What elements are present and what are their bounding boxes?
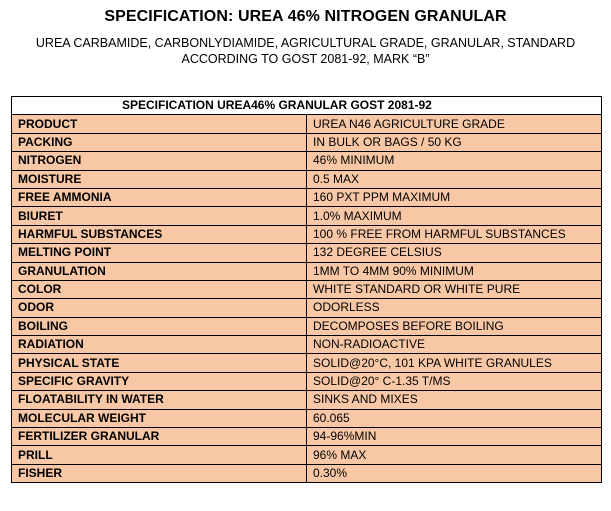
property-value: SOLID@20° C-1.35 T/MS — [307, 372, 602, 390]
table-row — [12, 133, 602, 151]
table-row — [12, 372, 602, 390]
table-row — [12, 336, 602, 354]
property-value: WHITE STANDARD OR WHITE PURE — [307, 280, 602, 298]
property-label: FERTILIZER GRANULAR — [12, 428, 307, 446]
table-row — [12, 354, 602, 372]
property-value: 1MM TO 4MM 90% MINIMUM — [307, 262, 602, 280]
property-label: MOISTURE — [12, 170, 307, 188]
property-label: FREE AMMONIA — [12, 188, 307, 206]
page-title: SPECIFICATION: UREA 46% NITROGEN GRANULAR — [104, 8, 507, 25]
property-value: UREA N46 AGRICULTURE GRADE — [307, 115, 602, 133]
property-label: SPECIFIC GRAVITY — [12, 372, 307, 390]
property-value: 160 PXT PPM MAXIMUM — [307, 188, 602, 206]
table-row — [12, 115, 602, 133]
property-value: 96% MAX — [307, 446, 602, 464]
specification-table — [11, 96, 602, 483]
property-value: 94-96%MIN — [307, 428, 602, 446]
property-value: 46% MINIMUM — [307, 152, 602, 170]
table-row — [12, 391, 602, 409]
property-value: ODORLESS — [307, 299, 602, 317]
property-label: GRANULATION — [12, 262, 307, 280]
subtitle-line-2: ACCORDING TO GOST 2081-92, MARK “B” — [181, 52, 430, 66]
property-value: 132 DEGREE CELSIUS — [307, 244, 602, 262]
table-row — [12, 446, 602, 464]
property-value: 100 % FREE FROM HARMFUL SUBSTANCES — [307, 225, 602, 243]
table-row — [12, 170, 602, 188]
table-row — [12, 244, 602, 262]
table-row — [12, 409, 602, 427]
property-value: SINKS AND MIXES — [307, 391, 602, 409]
table-row — [12, 262, 602, 280]
property-label: MELTING POINT — [12, 244, 307, 262]
table-row — [12, 225, 602, 243]
table-row — [12, 207, 602, 225]
table-row — [12, 152, 602, 170]
property-label: COLOR — [12, 280, 307, 298]
property-label: ODOR — [12, 299, 307, 317]
property-label: RADIATION — [12, 336, 307, 354]
property-label: BOILING — [12, 317, 307, 335]
table-row — [12, 428, 602, 446]
table-row — [12, 188, 602, 206]
property-label: PACKING — [12, 133, 307, 151]
property-label: PHYSICAL STATE — [12, 354, 307, 372]
table-row — [12, 299, 602, 317]
property-value: 0.30% — [307, 464, 602, 482]
table-row — [12, 280, 602, 298]
table-heading: SPECIFICATION UREA46% GRANULAR GOST 2081-92 — [12, 97, 602, 115]
property-value: 60.065 — [307, 409, 602, 427]
table-row — [12, 317, 602, 335]
property-label: PRILL — [12, 446, 307, 464]
property-value: DECOMPOSES BEFORE BOILING — [307, 317, 602, 335]
property-label: NITROGEN — [12, 152, 307, 170]
property-value: 1.0% MAXIMUM — [307, 207, 602, 225]
property-label: HARMFUL SUBSTANCES — [12, 225, 307, 243]
property-value: SOLID@20°C, 101 KPA WHITE GRANULES — [307, 354, 602, 372]
subtitle-line-1: UREA CARBAMIDE, CARBONLYDIAMIDE, AGRICULTURAL GRADE, GRANULAR, STANDARD — [35, 36, 576, 50]
table-row — [12, 464, 602, 482]
property-label: PRODUCT — [12, 115, 307, 133]
property-label: FLOATABILITY IN WATER — [12, 391, 307, 409]
property-label: MOLECULAR WEIGHT — [12, 409, 307, 427]
property-value: NON-RADIOACTIVE — [307, 336, 602, 354]
property-label: FISHER — [12, 464, 307, 482]
property-value: 0.5 MAX — [307, 170, 602, 188]
property-label: BIURET — [12, 207, 307, 225]
table-heading-row — [12, 97, 602, 115]
property-value: IN BULK OR BAGS / 50 KG — [307, 133, 602, 151]
